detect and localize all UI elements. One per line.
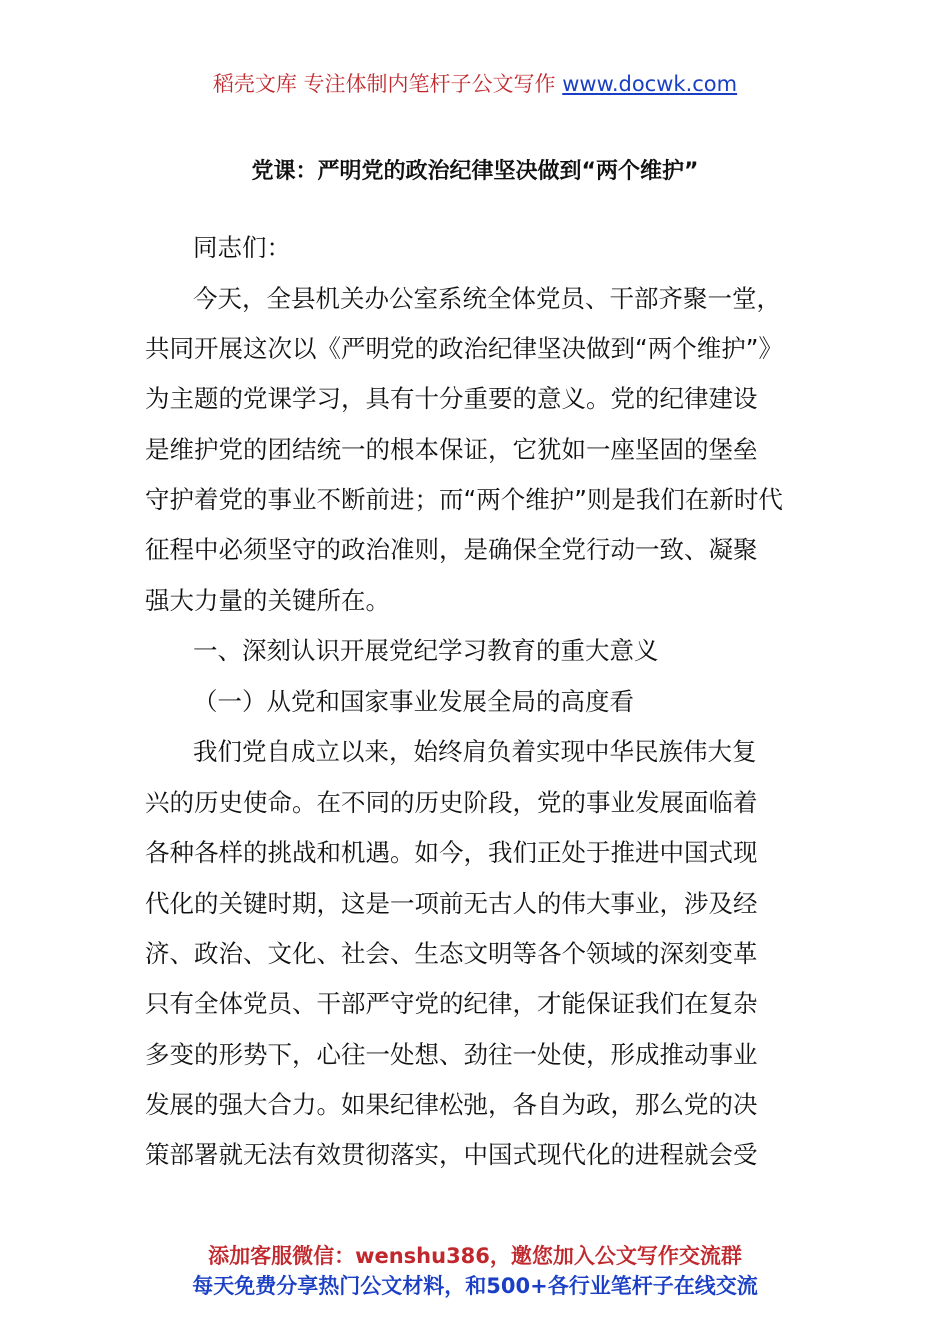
body-line: 今天，全县机关办公室系统全体党员、干部齐聚一堂， — [193, 284, 781, 313]
body-line: 只有全体党员、干部严守党的纪律，才能保证我们在复杂 — [145, 989, 758, 1018]
body-line: 多变的形势下，心往一处想、劲往一处使，形成推动事业 — [145, 1040, 758, 1069]
footer-wechat-promo: 添加客服微信：wenshu386，邀您加入公文写作交流群 — [208, 1244, 742, 1268]
body-line: 济、政治、文化、社会、生态文明等各个领域的深刻变革 — [145, 939, 758, 968]
site-link[interactable]: www.docwk.com — [562, 72, 738, 96]
body-line: 守护着党的事业不断前进；而“两个维护”则是我们在新时代 — [145, 485, 783, 514]
salutation: 同志们： — [193, 233, 291, 262]
body-line: 我们党自成立以来，始终肩负着实现中华民族伟大复 — [193, 737, 757, 766]
watermark-header — [0, 70, 950, 98]
body-line: 强大力量的关键所在。 — [145, 586, 390, 615]
body-line: 发展的强大合力。如果纪律松弛，各自为政，那么党的决 — [145, 1090, 758, 1119]
body-line: 为主题的党课学习，具有十分重要的意义。党的纪律建设 — [145, 384, 758, 413]
brand-text: 稻壳文库 专注体制内笔杆子公文写作 — [212, 72, 563, 96]
body-line: 共同开展这次以《严明党的政治纪律坚决做到“两个维护”》 — [145, 334, 783, 363]
body-line: 各种各样的挑战和机遇。如今，我们正处于推进中国式现 — [145, 838, 758, 867]
body-line: 兴的历史使命。在不同的历史阶段，党的事业发展面临着 — [145, 788, 758, 817]
body-line: 策部署就无法有效贯彻落实，中国式现代化的进程就会受 — [145, 1140, 758, 1169]
footer-share-promo: 每天免费分享热门公文材料，和500+各行业笔杆子在线交流 — [192, 1274, 758, 1298]
body-line: 代化的关键时期，这是一项前无古人的伟大事业，涉及经 — [145, 889, 758, 918]
section-heading: 一、深刻认识开展党纪学习教育的重大意义 — [193, 636, 659, 665]
body-line: 是维护党的团结统一的根本保证，它犹如一座坚固的堡垒 — [145, 435, 758, 464]
body-line: 征程中必须坚守的政治准则，是确保全党行动一致、凝聚 — [145, 535, 758, 564]
subsection-heading: （一）从党和国家事业发展全局的高度看 — [193, 687, 634, 716]
document-title: 党课：严明党的政治纪律坚决做到“两个维护” — [251, 159, 699, 184]
